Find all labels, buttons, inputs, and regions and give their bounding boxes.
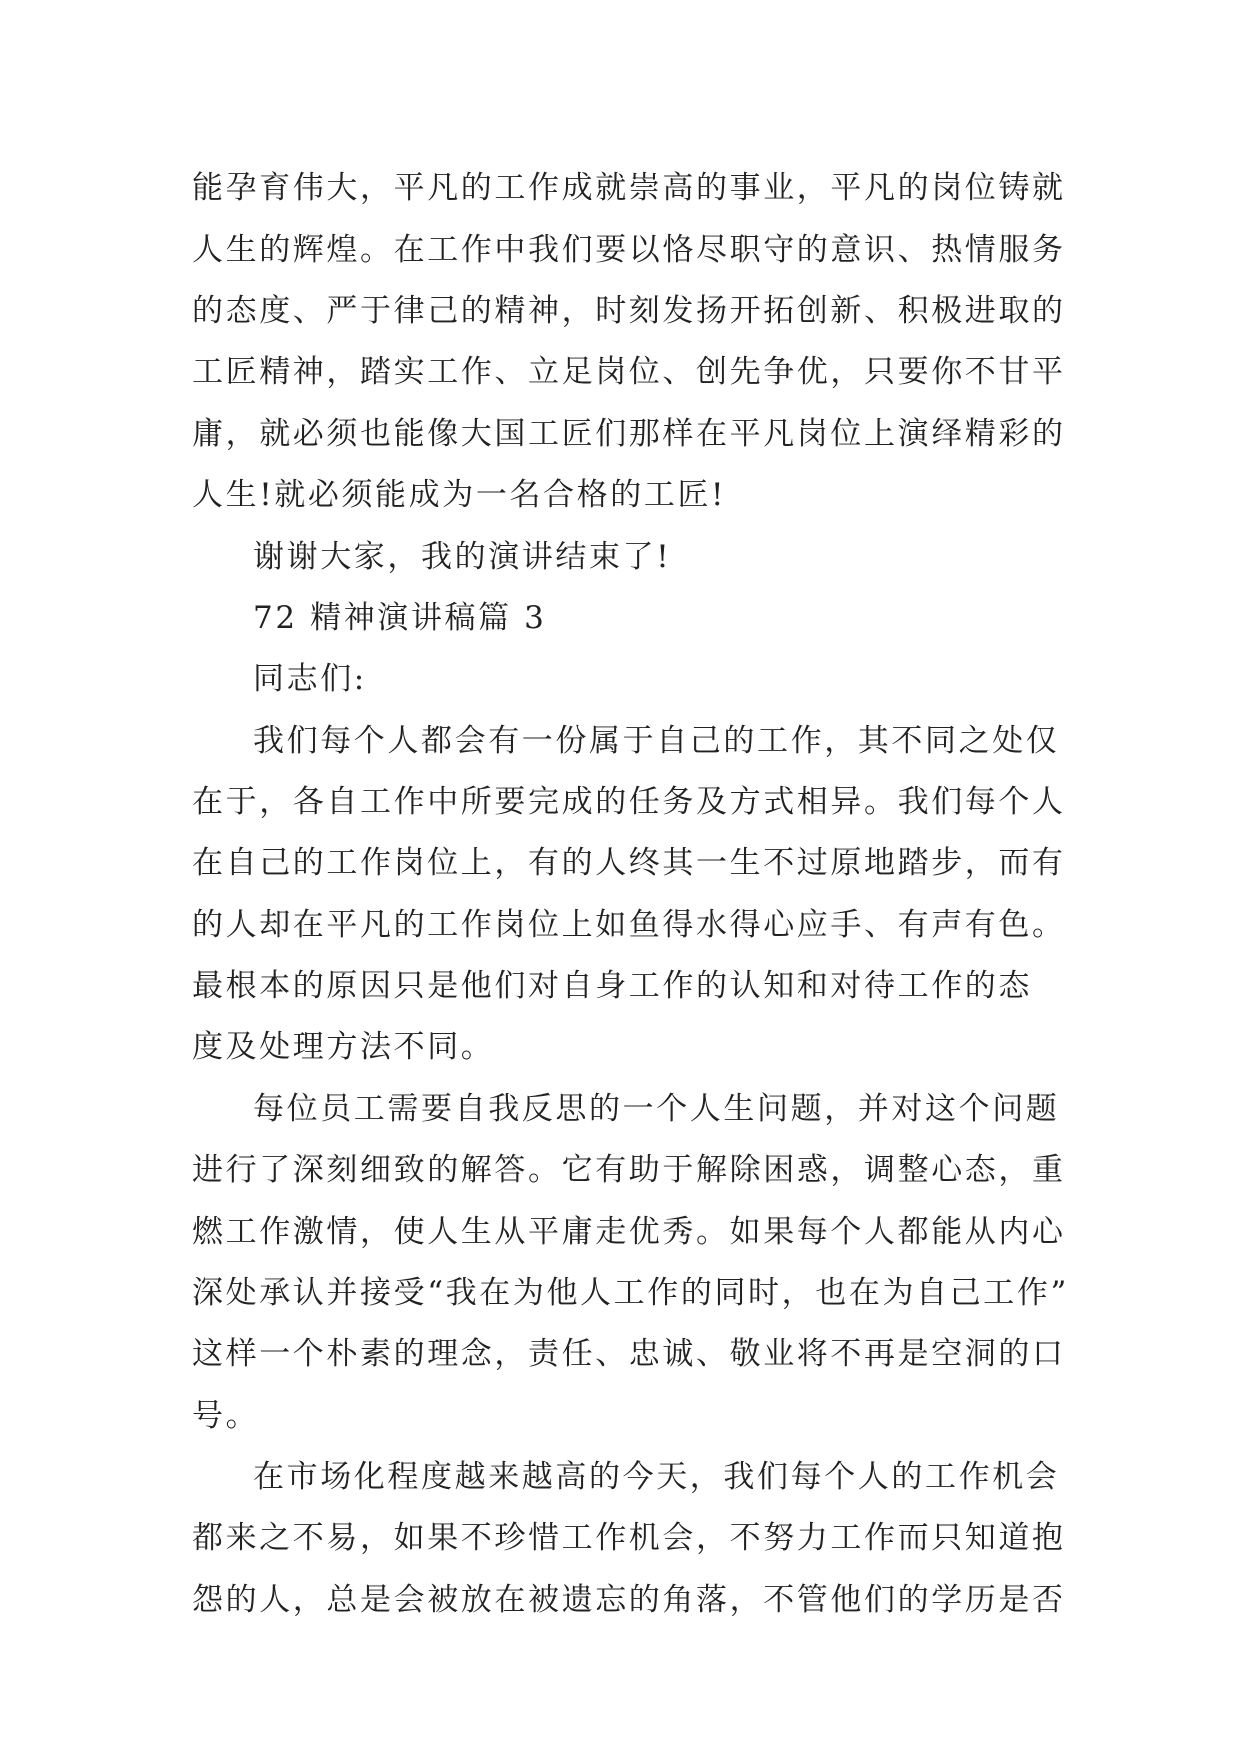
- body-text-line: 在自己的工作岗位上，有的人终其一生不过原地踏步，而有: [192, 845, 1066, 881]
- body-text-line: 我们每个人都会有一份属于自己的工作，其不同之处仅: [253, 723, 1060, 759]
- body-text-line: 人生的辉煌。在工作中我们要以恪尽职守的意识、热情服务: [192, 232, 1066, 268]
- body-text-line: 每位员工需要自我反思的一个人生问题，并对这个问题: [253, 1091, 1060, 1127]
- body-text-line: 的人却在平凡的工作岗位上如鱼得水得心应手、有声有色。: [192, 907, 1066, 943]
- body-text-line: 深处承认并接受“我在为他人工作的同时，也在为自己工作”: [192, 1275, 1069, 1311]
- body-text-line: 在市场化程度越来越高的今天，我们每个人的工作机会: [253, 1459, 1060, 1495]
- body-text-line: 怨的人，总是会被放在被遗忘的角落，不管他们的学历是否: [192, 1582, 1066, 1618]
- body-text-line: 都来之不易，如果不珍惜工作机会，不努力工作而只知道抱: [192, 1520, 1066, 1556]
- body-text-line: 能孕育伟大，平凡的工作成就崇高的事业，平凡的岗位铸就: [192, 170, 1066, 206]
- body-text-line: 的态度、严于律己的精神，时刻发扬开拓创新、积极进取的: [192, 293, 1066, 329]
- body-text-line: 最根本的原因只是他们对自身工作的认知和对待工作的态: [192, 968, 1032, 1004]
- body-text-line: 工匠精神，踏实工作、立足岗位、创先争优，只要你不甘平: [192, 354, 1066, 390]
- body-text-line: 庸，就必须也能像大国工匠们那样在平凡岗位上演绎精彩的: [192, 416, 1066, 452]
- body-text-line: 燃工作激情，使人生从平庸走优秀。如果每个人都能从内心: [192, 1214, 1066, 1250]
- salutation: 同志们:: [253, 661, 367, 697]
- body-text-line: 在于，各自工作中所要完成的任务及方式相异。我们每个人: [192, 784, 1066, 820]
- body-text-line: 这样一个朴素的理念，责任、忠诚、敬业将不再是空洞的口: [192, 1336, 1066, 1372]
- body-text-line: 号。: [192, 1398, 260, 1434]
- body-text-line: 进行了深刻细致的解答。它有助于解除困惑，调整心态，重: [192, 1152, 1066, 1188]
- body-text-line: 度及处理方法不同。: [192, 1029, 495, 1065]
- closing-remark: 谢谢大家，我的演讲结束了!: [253, 539, 672, 575]
- section-heading: 72 精神演讲稿篇 3: [253, 600, 547, 636]
- body-text-line: 人生!就必须能成为一名合格的工匠!: [192, 477, 727, 513]
